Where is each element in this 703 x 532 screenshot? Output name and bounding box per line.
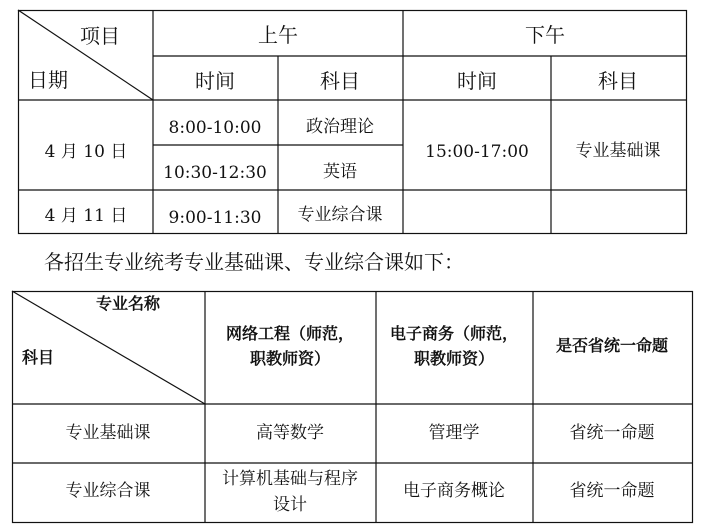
course-cell: 计算机基础与程序设计	[222, 469, 358, 516]
afternoon-header: 下午	[525, 23, 565, 47]
time-cell: 8:00-10:00	[168, 118, 262, 138]
pm-time-header: 时间	[457, 69, 497, 93]
time-cell: 10:30-12:30	[163, 163, 267, 183]
subject-cell: 专业基础课	[65, 423, 151, 443]
am-subject-header: 科目	[320, 69, 360, 93]
corner-item-label: 项目	[80, 24, 120, 48]
time-cell: 15:00-17:00	[425, 142, 529, 162]
subject-cell: 政治理论	[306, 117, 374, 137]
date-cell: 4 月 10 日	[44, 142, 128, 162]
course-cell: 高等数学	[256, 423, 324, 443]
column-header-network: 网络工程（师范，职教师资）	[225, 324, 354, 368]
date-cell: 4 月 11 日	[44, 206, 128, 226]
morning-header: 上午	[258, 23, 298, 47]
course-cell: 电子商务概论	[403, 481, 505, 501]
unified-cell: 省统一命题	[569, 423, 655, 443]
corner-subject-label: 科目	[22, 348, 55, 367]
subject-cell: 专业综合课	[65, 481, 151, 501]
course-cell: 管理学	[428, 423, 480, 443]
time-cell: 9:00-11:30	[168, 208, 262, 228]
subject-cell: 英语	[323, 162, 357, 182]
am-time-header: 时间	[195, 69, 235, 93]
column-header-ecommerce: 电子商务（师范，职教师资）	[389, 324, 518, 368]
subject-cell: 专业基础课	[575, 141, 661, 161]
column-header-unified: 是否省统一命题	[555, 336, 669, 355]
corner-major-label: 专业名称	[96, 294, 161, 313]
intro-text: 各招生专业统考专业基础课、专业综合课如下：	[44, 250, 464, 274]
subject-cell: 专业综合课	[297, 205, 383, 225]
unified-cell: 省统一命题	[569, 481, 655, 501]
pm-subject-header: 科目	[598, 69, 638, 93]
corner-date-label: 日期	[28, 68, 68, 92]
